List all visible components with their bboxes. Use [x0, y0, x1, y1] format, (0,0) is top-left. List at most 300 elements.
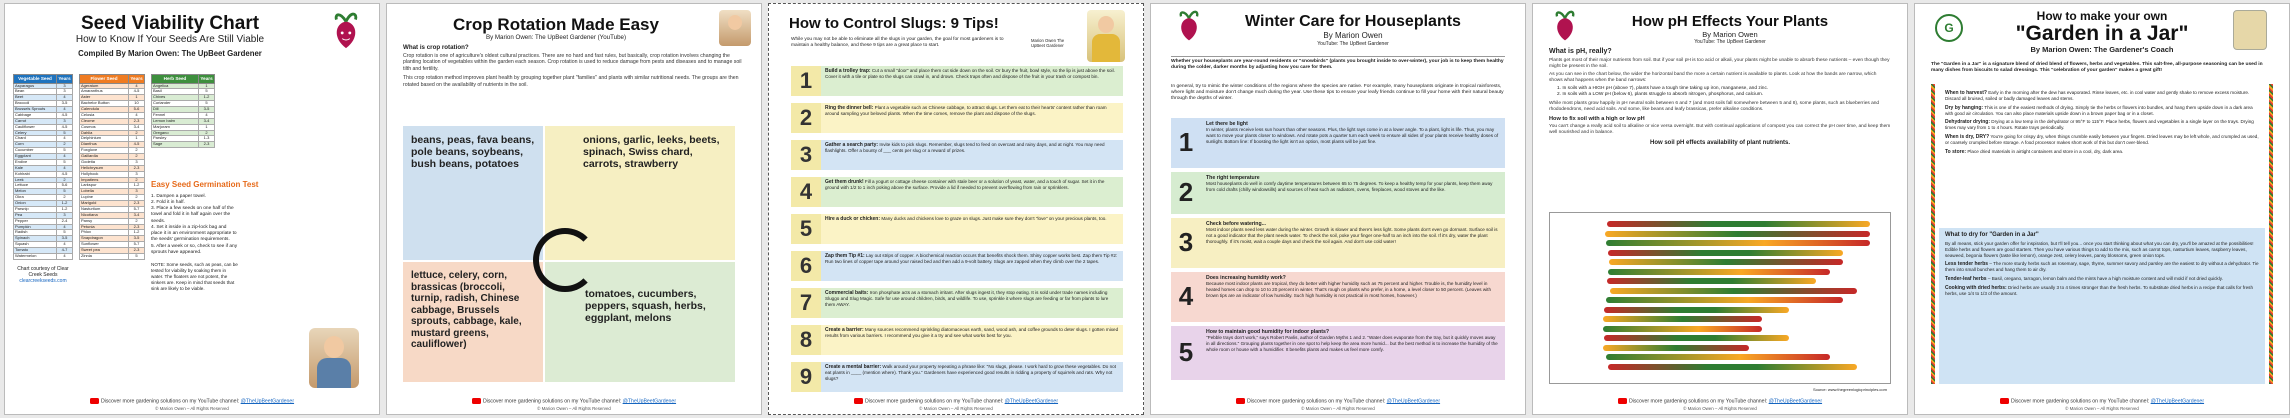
seed-name: Beet — [14, 95, 57, 101]
courtesy-link[interactable]: clearcreekseeds.com — [19, 278, 67, 285]
seed-name: Ageratum — [80, 83, 129, 89]
jar-step — [1945, 134, 2259, 146]
sheet1-subtitle: How to Know If Your Seeds Are Still Viable — [75, 33, 265, 45]
footer-promo: Discover more gardening solutions on my YouTube channel: — [1246, 398, 1386, 405]
ph-nutrient-band — [1604, 335, 1789, 341]
tip-heading: Commercial baits: — [825, 290, 869, 296]
seed-name: Brussels Sprouts — [14, 107, 57, 113]
what-to-dry-item — [1945, 276, 2259, 282]
what-to-dry-item-body: – The more sturdy herbs such as rosemary, sage, thyme, summer savory and parsley are the easiest to dry without a dehydrator. Tie them into small bunches and hang them to air dry. — [1945, 261, 2259, 273]
ph-nutrient-band — [1608, 250, 1843, 256]
ph-p3: While most plants grow happily in pH neutral soils between 6 and 7 (and most soils fall somewhere between 5 and 8), some plants, such as blueberries and rhododendrons, need acid soils. And some, like beans and leafy brassicas, prefer alkaline conditions. — [1549, 101, 1880, 113]
what-to-dry-item-heading: Less tender herbs — [1945, 261, 1989, 268]
footer-promo: Discover more gardening solutions on my YouTube channel: — [2010, 398, 2150, 405]
seed-name: Kohlrabi — [14, 171, 57, 177]
ph-nutrient-band — [1606, 354, 1830, 360]
ph-nutrient-band — [1606, 297, 1843, 303]
seed-years: 5 — [129, 253, 145, 259]
seed-years: 4 — [57, 253, 73, 259]
seed-name: Delphinium — [80, 136, 129, 142]
tip-heading: Create a mental barrier: — [825, 364, 882, 370]
jar-step-body: This is one of the easiest methods of drying. Simply tie the herbs or flowers into bundles, and hang them upside down in a dark area with good air circulation. You can also place materials upside down in a brown paper bag or in a closet. — [1945, 104, 2253, 116]
youtube-icon — [2000, 398, 2009, 404]
seed-name: Nasturtium — [80, 206, 129, 212]
seed-years: 2-3 — [199, 142, 215, 148]
channel-link[interactable]: @TheUpBeetGardener — [1004, 398, 1059, 405]
author-photo — [719, 10, 751, 46]
jar-step — [1945, 105, 2259, 117]
what-to-dry-list — [1945, 261, 2259, 296]
seed-name: Leek — [14, 177, 57, 183]
seed-years: 4 — [57, 242, 73, 248]
jar-step — [1945, 149, 2259, 155]
tip-text — [821, 177, 1123, 207]
tip-heading: Ring the dinner bell: — [825, 105, 874, 111]
seed-years: 5 — [199, 101, 215, 107]
seed-name: Okra — [14, 195, 57, 201]
ph-p2: As you can see in the chart below, the wider the horizontal band the more a certain nutrient is available to plants. Look at how the bands are narrow, which shows what happens when the band narrows: — [1549, 72, 1877, 84]
seed-years: 2-3 — [129, 248, 145, 254]
seed-years: 2 — [129, 130, 145, 136]
seed-years: 4 — [57, 154, 73, 160]
seed-name: Dahlia — [80, 130, 129, 136]
what-to-dry-title: What to dry for "Garden in a Jar" — [1945, 232, 2039, 238]
tip-text — [821, 325, 1123, 355]
sheet6-byline: By Marion Owen: The Gardener's Coach — [2030, 44, 2174, 54]
slug-tip — [791, 66, 1123, 96]
seed-years: 5-7 — [129, 242, 145, 248]
seed-years: 2 — [129, 218, 145, 224]
seed-years: 5-6 — [57, 183, 73, 189]
slug-tip — [791, 362, 1123, 392]
seed-name: Pansy — [80, 218, 129, 224]
youtube-icon — [90, 398, 99, 404]
ph-source: Source: www.thegreenlogicprinciples.com — [1812, 387, 1887, 392]
seed-name: Eggplant — [14, 154, 57, 160]
seed-years: 5 — [57, 148, 73, 154]
sheet4-footer — [1151, 398, 1525, 411]
seed-name: Lemon balm — [152, 118, 199, 124]
jar-steps — [1939, 86, 2265, 226]
crop-rotation-question: What is crop rotation? — [403, 44, 469, 52]
sheet4-p1: In general, try to mimic the winter conditions of the regions where the species are native. For example, many houseplants originate in tropical rainforests, where light and moisture don't change much during the year. Use these tips to ensure your leafy friends continue to fill your home with their natural beauty through the depths of winter. — [1171, 84, 1504, 102]
crop-rotation-p1: Crop rotation is one of agriculture's oldest cultural practices. There are no hard and fast rules, but basically, crop rotation involves changing the planting location of vegetables within the garden each season. Crop rotation is used to reduce damage from pests and diseases and to manage soil tilth and fertility. — [403, 52, 742, 72]
seed-years: 2 — [129, 177, 145, 183]
seed-name: Squash — [14, 242, 57, 248]
seed-years: 2 — [129, 148, 145, 154]
seed-name: Bachelor Button — [80, 101, 129, 107]
seed-name: Impatiens — [80, 177, 129, 183]
footer-copyright: © Marion Owen – All Rights Reserved — [919, 405, 993, 411]
footer-copyright: © Marion Owen – All Rights Reserved — [1301, 405, 1375, 411]
jar-step — [1945, 119, 2259, 131]
seed-years: 2 — [129, 154, 145, 160]
slug-tip — [791, 177, 1123, 207]
seed-name: Sweet pea — [80, 248, 129, 254]
tip-heading: Build a trolley trap: — [825, 68, 871, 74]
seed-name: Basil — [152, 89, 199, 95]
germination-test — [151, 180, 271, 292]
seed-name: Helichrysum — [80, 165, 129, 171]
seed-years: 5-6 — [129, 107, 145, 113]
jar-step — [1945, 90, 2259, 102]
jar-step-heading: To store: — [1945, 148, 1967, 155]
footer-promo: Discover more gardening solutions on my YouTube channel: — [864, 398, 1004, 405]
channel-link[interactable]: @TheUpBeetGardener — [2150, 398, 2205, 405]
youtube-icon — [1236, 398, 1245, 404]
tip-body: Plant a vegetable such as Chinese cabbage, to attract slugs. Let them eat to their hearts' content rather than roam around sampling your beloved plants. When the time comes, remove the plant and dispose of the slugs. — [825, 105, 1107, 116]
sheet5-author: By Marion Owen — [1702, 29, 1758, 39]
jar-step-body: Drying at a low temp in the dehydrator or 95°F to 115°F. Place herbs, flowers and vegetables in a single layer on the trays. Drying times may vary from 1 to 4 hours. Rotate trays periodically. — [1945, 119, 2254, 131]
what-to-dry-item — [1945, 261, 2259, 273]
sheet6-footer — [1915, 398, 2289, 411]
youtube-icon — [1618, 398, 1627, 404]
sheet5-footer — [1533, 398, 1907, 411]
footer-copyright: © Marion Owen – All Rights Reserved — [155, 405, 229, 411]
crop-rotation-p2: This crop rotation method improves plant health by grouping together plant "families" and plants with similar nutritional needs. The groups are then rotated based on the availability of nutrients in the soil. — [403, 75, 739, 88]
houseplant-tip-body: In winter, plants receive less sun hours than other seasons. Plus, the light rays come in at a lower angle. To a plant, light is life. Thus, you may want to move your plants closer to windows. And rotate pots a quarter turn each week to ensure all sides of your plants receive healthy doses of sunlight. Bottom line: If boosting the light isn't an option, most plants will be just fine. — [1206, 127, 1499, 144]
seed-years: 2-3 — [129, 118, 145, 124]
seed-name: Lettuce — [14, 183, 57, 189]
ph-nutrient-band — [1608, 364, 1857, 370]
tip-heading: Create a barrier: — [825, 327, 864, 333]
seed-years: 2 — [199, 130, 215, 136]
germination-step: 5. After a week or so, check to see if any sprouts have appeared. — [151, 243, 238, 255]
tip-number: 2 — [791, 103, 821, 133]
seed-years: 1-2 — [129, 230, 145, 236]
seed-name: Aster — [80, 95, 129, 101]
ph-chart-title: How soil pH effects availability of plant nutrients. — [1649, 139, 1791, 146]
seed-name: Asparagus — [14, 83, 57, 89]
seed-years: 4 — [57, 224, 73, 230]
seed-years: 4 — [57, 95, 73, 101]
sheet3-intro: While you may not be able to eliminate all the slugs in your garden, the goal for most gardeners is to maintain a healthy balance, and these 9 tips are a great place to start. — [791, 37, 1004, 48]
sheet1-title: Seed Viability Chart — [80, 13, 260, 34]
seed-name: Dill — [152, 107, 199, 113]
jar-step-body: Place dried materials in airtight containers and store in a cool, dry, dark area. — [1967, 148, 2124, 154]
seed-years: 5 — [57, 130, 73, 136]
tip-number: 5 — [791, 214, 821, 244]
ph-fix-heading: How to fix soil with a high or low pH — [1549, 116, 1645, 123]
seed-name: Cosmos — [80, 124, 129, 130]
seed-name: Onion — [14, 201, 57, 207]
slug-tip — [791, 325, 1123, 355]
quadrant-legumes: beans, peas, fava beans, pole beans, soybeans, bush beans, potatoes — [403, 126, 543, 260]
seed-years: 5 — [57, 159, 73, 165]
slug-tip — [791, 140, 1123, 170]
sheet3-author: Marion Owen The UpBeet Gardener — [1031, 38, 1065, 49]
seed-row — [152, 142, 215, 148]
quadrant-roots: onions, garlic, leeks, beets, spinach, Swiss chard, carrots, strawberry — [545, 126, 735, 260]
tip-body: Lay out strips of copper. A biochemical reaction occurs that benefits shock them. Shiny copper works best. Zap them Tip #2: Run two lines of copper tape around your raised bed and then add a 9-volt battery. Slugs are zapped when they climb over the 2 tapes. — [825, 253, 1118, 264]
slug-tip — [791, 251, 1123, 281]
tip-heading: Hire a duck or chicken: — [825, 216, 881, 222]
seed-years: 2 — [57, 177, 73, 183]
seed-name: Calendula — [80, 107, 129, 113]
seed-viability-sheet — [4, 3, 380, 415]
seed-name: Celery — [14, 130, 57, 136]
seed-name: Bean — [14, 89, 57, 95]
germination-step: 2. Fold it in half. — [151, 199, 185, 205]
houseplant-tip — [1171, 326, 1505, 380]
sheet5-title: How pH Effects Your Plants — [1631, 13, 1829, 30]
seed-years: 1-2 — [199, 95, 215, 101]
herb-seed-table — [151, 74, 215, 148]
tip-body: Iron phosphate acts as a stomach irritant. After slugs ingest it, they stop eating. It is sold under trade names including Sluggo and Slug Magic. Safe for use around children, birds, and wildlife. To use, sprinkle it where slugs are feeding or far from plants to lure them AWAY. — [825, 290, 1109, 307]
seed-years: 3-5 — [129, 236, 145, 242]
decorative-border — [2269, 84, 2273, 384]
seed-years: 4 — [199, 112, 215, 118]
seed-name: Chard — [14, 136, 57, 142]
germination-steps — [151, 194, 239, 256]
seed-name: Marigold — [80, 201, 129, 207]
seed-years: 4-5 — [57, 124, 73, 130]
seed-years: 2 — [57, 142, 73, 148]
courtesy-text: Chart courtesy of Clear Creek Seeds — [17, 266, 69, 279]
seed-years: 1 — [129, 136, 145, 142]
ph-nutrient-band — [1606, 240, 1870, 246]
seed-years: 4-5 — [129, 142, 145, 148]
flower-years-head: Years — [129, 75, 145, 84]
tip-text — [821, 66, 1123, 96]
seed-name: Fennel — [152, 112, 199, 118]
footer-copyright: © Marion Owen – All Rights Reserved — [2065, 405, 2139, 411]
seed-name: Gaillardia — [80, 154, 129, 160]
houseplant-tip — [1171, 118, 1505, 168]
seed-name: Amaranthus — [80, 89, 129, 95]
chart-courtesy — [13, 266, 73, 284]
houseplant-tip-number: 5 — [1178, 337, 1194, 368]
ph-nutrient-band — [1605, 231, 1870, 237]
youtube-icon — [472, 398, 481, 404]
seed-name: Carrot — [14, 118, 57, 124]
sheet5-byline: YouTube: The UpBeet Gardener — [1694, 38, 1766, 45]
rotation-arrows-icon — [533, 228, 597, 292]
sheet1-footer — [5, 398, 379, 411]
footer-promo: Discover more gardening solutions on my YouTube channel: — [482, 398, 622, 405]
seed-name: Kale — [14, 165, 57, 171]
what-to-dry-box — [1939, 228, 2265, 384]
seed-years: 2-3 — [129, 165, 145, 171]
houseplant-tip-body: "Pebble trays don't work," says Robert Pavlis, author of Garden Myths 1 and 2. "Water does evaporate from the tray, but it quickly moves away in all directions." Grouping plants together in one spot to help keep the area more humid... but the best method is to increase the humidity of the whole room or house with a humidifier. It benefits plants and makes us feel more comfy. — [1206, 335, 1498, 352]
seed-name: Angelica — [152, 83, 199, 89]
houseplant-tip-heading: Check before watering... — [1206, 221, 1266, 227]
houseplant-tip-body: Most indoor plants need less water during the winter. Growth is slower and there's less light. Some plants don't even go dormant. Surface soil is not a good indicator that the plant needs water. To check the soil, poke your finger one-half to an inch into the soil. If it's dry, water the plant thoroughly. If it's moist, wait a couple days and check the soil again. And don't use cold water! — [1206, 227, 1498, 244]
ph-nutrient-chart — [1549, 212, 1891, 384]
houseplant-tip-heading: Does increasing humidity work? — [1206, 275, 1286, 281]
seed-years: 2 — [57, 195, 73, 201]
seed-years: 3-5 — [57, 236, 73, 242]
seed-years: 4 — [129, 83, 145, 89]
tip-text — [821, 362, 1123, 392]
seed-years: 3 — [129, 159, 145, 165]
germination-note: NOTE: Some seeds, such as peas, can be tested for viability by soaking them in water. The floaters are not potent, the sinkers are. Keep in mind that seeds that sink are likely to be viable. — [151, 262, 238, 291]
ph-nutrient-band — [1604, 307, 1789, 313]
seed-name: Sage — [152, 142, 199, 148]
seed-years: 1-3 — [199, 136, 215, 142]
houseplant-winter-sheet — [1150, 3, 1526, 415]
seed-years: 4-5 — [129, 89, 145, 95]
houseplant-tip — [1171, 272, 1505, 322]
sheet4-byline: YouTube: The UpBeet Gardener — [1317, 40, 1389, 47]
seed-name: Cauliflower — [14, 124, 57, 130]
seed-years: 4 — [57, 136, 73, 142]
slug-tips-sheet — [768, 3, 1144, 415]
seed-name: Pea — [14, 212, 57, 218]
flower-col-head: Flower Seed — [80, 75, 129, 84]
footer-copyright: © Marion Owen – All Rights Reserved — [1683, 405, 1757, 411]
seed-name: Chives — [152, 95, 199, 101]
tip-number: 8 — [791, 325, 821, 355]
footer-promo: Discover more gardening solutions on my YouTube channel: — [1628, 398, 1768, 405]
seed-name: Oregano — [152, 130, 199, 136]
ph-p1: Plants get most of their major nutrients from soil. But if your soil pH is too acid or alkali, your plants might be unable to absorb these nutrients – even though they might be present in the soil. — [1549, 57, 1890, 69]
ph-question: What is pH, really? — [1549, 47, 1612, 55]
herb-col-head: Herb Seed — [152, 75, 199, 84]
seed-name: Lupine — [80, 195, 129, 201]
ph-list-item: 1. In soils with a HIGH pH (above 7), plants have a tough time taking up iron, manganese, and zinc. — [1557, 86, 1769, 92]
seed-row — [14, 253, 73, 259]
seed-name: Parsley — [152, 136, 199, 142]
houseplant-tip-heading: The right temperature — [1206, 175, 1260, 181]
tip-number: 4 — [791, 177, 821, 207]
seed-name: Coriander — [152, 101, 199, 107]
seed-name: Sunflower — [80, 242, 129, 248]
jar-step-heading: When is dry, DRY? — [1945, 134, 1990, 141]
seed-years: 10 — [129, 101, 145, 107]
what-to-dry-item-body: – Basil, oregano, tarragon, lemon balm and the mints have a high moisture content and will mold if not dried quickly. — [1987, 275, 2223, 281]
tip-heading: Get them drunk! — [825, 179, 864, 185]
germination-step: 3. Place a few seeds on one half of the towel and fold it in half again over the seeds. — [151, 206, 234, 224]
seed-years: 3-4 — [199, 118, 215, 124]
seed-name: Pumpkin — [14, 224, 57, 230]
seed-years: 2-3 — [129, 224, 145, 230]
veg-years-head: Years — [57, 75, 73, 84]
seed-years: 4-5 — [57, 112, 73, 118]
houseplant-tip-body: Because most indoor plants are tropical, they do better with higher humidity such as 75 percent and higher. Trouble is, the humidity level in heated homes can drop to 10 to 20 percent in winter. That's rough on plants who prefer, in a home, a level closer to 50 percent. (Leaves with brown tips are an indicator of low humidity. Such high humidity is not practical in most homes, however.) — [1206, 281, 1492, 298]
seed-years: 5-7 — [129, 206, 145, 212]
what-to-dry-item-heading: Tender-leaf herbs — [1945, 275, 1987, 282]
beet-logo-icon — [1549, 8, 1581, 44]
germination-step: 4. Set it inside in a zip-lock bag and place it in an environment appropriate to the seeds' germination requirements. — [151, 224, 237, 243]
footer-copyright: © Marion Owen – All Rights Reserved — [537, 405, 611, 411]
jar-step-body: You're going for crispy dry, when things crumble easily between your fingers. Dried leaves may be left whole, and crumpled as used, or coarsely crumpled before storage. A food processor makes short work of this but don't over-blend. — [1945, 134, 2259, 146]
tip-heading: Gather a search party: — [825, 142, 879, 148]
quadrant-fruits: tomatoes, cucumbers, peppers, squash, herbs, eggplant, melons — [545, 262, 735, 382]
sheet2-byline: By Marion Owen: The UpBeet Gardener (YouTube) — [485, 33, 627, 41]
houseplant-tip-text — [1201, 172, 1505, 214]
houseplant-tip-text — [1201, 272, 1505, 322]
houseplant-tip-text — [1201, 118, 1505, 168]
ph-nutrient-band — [1608, 269, 1830, 275]
seed-years: 4 — [129, 112, 145, 118]
tip-text — [821, 103, 1123, 133]
what-to-dry-item-body: Dried herbs are usually 3 to 4 times stronger than the fresh herbs. To substitute dried herbs in a recipe that calls for fresh herbs, use 1/4 to 1/3 of the amount. — [1945, 284, 2253, 296]
seed-name: Phlox — [80, 230, 129, 236]
houseplant-tip-number: 1 — [1178, 127, 1194, 158]
houseplant-tip-body: Most houseplants do well in comfy daytime temperatures between 65 to 75 degrees. To keep a healthy temp for your plants, keep them away from cold drafts (chilly windowsills) and sources of heat such as radiators, ovens, fireplaces, wood stoves and the like. — [1206, 181, 1493, 192]
seed-name: Snapdragon — [80, 236, 129, 242]
tip-text — [821, 288, 1123, 318]
ph-nutrient-band — [1607, 221, 1870, 227]
seed-years: 1-2 — [57, 201, 73, 207]
sheet6-intro: The "Garden in a Jar" is a signature blend of dried blend of flowers, herbs and vegetables. This salt-free, all-purpose seasoning can be used in many dishes from biscuits to salad dressings. This "celebration of your garden" makes a great gift! — [1931, 62, 2263, 74]
channel-link[interactable]: @TheUpBeetGardener — [622, 398, 677, 405]
tip-body: Invite kids to pick slugs. Remember, slugs tend to feed on overcast and rainy days, and at night. You may need flashlights. Offer a bounty of ___ cents per slug or a reward of prizes. — [825, 142, 1105, 153]
seed-years: 2 — [129, 195, 145, 201]
seed-name: Pepper — [14, 218, 57, 224]
ph-nutrient-band — [1607, 278, 1816, 284]
tip-number: 6 — [791, 251, 821, 281]
jar-step-heading: When to harvest? — [1945, 90, 1987, 96]
quadrant-leaves: lettuce, celery, corn, brassicas (broccoli, turnip, radish, Chinese cabbage, Brussels sprouts, cabbage, kale, mustard greens, cauliflower) — [403, 262, 543, 382]
sheet6-title-top: How to make your own — [2036, 9, 2168, 23]
sheet3-title: How to Control Slugs: 9 Tips! — [789, 15, 999, 32]
seed-years: 3 — [129, 171, 145, 177]
tip-body: Fill a yogurt or cottage cheese container with stale beer or a solution of yeast, water, and a touch of sugar. Set it in the ground with 1/2 to 1 inch poking above the surface. Provide a lid if needed to prevent overflowing from rain or sprinklers. — [825, 179, 1105, 190]
seed-name: Petunia — [80, 224, 129, 230]
channel-link[interactable]: @TheUpBeetGardener — [1386, 398, 1441, 405]
channel-link[interactable]: @TheUpBeetGardener — [240, 398, 295, 405]
seed-name: Broccoli — [14, 101, 57, 107]
tip-number: 3 — [791, 140, 821, 170]
sheet2-footer — [387, 398, 761, 411]
ph-nutrient-band — [1603, 326, 1762, 332]
seed-years: 1 — [129, 95, 145, 101]
tip-body: Walk around your property repeating a phrase like: "No slugs, please. I work hard to grow these vegetables. Do not eat plants in ____ (mention where). Thank you." Gardeners have experienced good results in ridding a property of squirrels and rats. Why not slugs? — [825, 364, 1116, 381]
decorative-border — [1931, 84, 1935, 384]
seed-years: 3-4 — [129, 124, 145, 130]
footer-promo: Discover more gardening solutions on my YouTube channel: — [100, 398, 240, 405]
channel-link[interactable]: @TheUpBeetGardener — [1768, 398, 1823, 405]
seed-years: 1-2 — [129, 183, 145, 189]
seed-name: Endive — [14, 159, 57, 165]
seed-years: 4 — [57, 107, 73, 113]
houseplant-tip-text — [1201, 218, 1505, 268]
seed-name: Celosia — [80, 112, 129, 118]
jar-step-heading: Dehydrator drying: — [1945, 119, 1991, 126]
seed-years: 4-7 — [57, 248, 73, 254]
seed-name: Hollyhock — [80, 171, 129, 177]
sheet4-intro: Whether your houseplants are year-round residents or "snowbirds" (plants you brought inside to over-winter), your job is to keep them healthy during the colder, darker months by adjusting how you care for them. — [1171, 56, 1505, 71]
seed-years: 3 — [129, 189, 145, 195]
seed-name: Watermelon — [14, 253, 57, 259]
seed-years: 4-5 — [57, 171, 73, 177]
seed-years: 2-3 — [129, 201, 145, 207]
seed-years: 3 — [57, 83, 73, 89]
houseplant-tip-text — [1201, 326, 1505, 380]
seed-years: 5 — [199, 89, 215, 95]
seed-name: Cleome — [80, 118, 129, 124]
tip-text — [821, 251, 1123, 281]
tip-number: 7 — [791, 288, 821, 318]
flower-seed-table — [79, 74, 145, 260]
jar-step-body: Early in the morning after the dew has evaporated. Rinse leaves, etc. in cool water and gently shake to remove excess moisture. Discard all bruised, soiled or badly damaged leaves and stems. — [1945, 90, 2250, 102]
tip-text — [821, 214, 1123, 244]
ph-nutrient-band — [1609, 259, 1843, 265]
gardeners-coach-logo-icon: G — [1935, 14, 1963, 42]
seed-name: Melon — [14, 189, 57, 195]
seed-name: Larkspur — [80, 183, 129, 189]
tip-body: Many ducks and chickens love to graze on slugs. Just make sure they don't "love" on your precious plants, too. — [881, 216, 1107, 221]
ph-list-item: 2. In soils with a LOW pH (below 6), plants struggle to absorb nitrogen, phosphorus, and calcium. — [1557, 92, 1764, 98]
slug-tip — [791, 103, 1123, 133]
what-to-dry-item-heading: Cooking with dried herbs: — [1945, 284, 2007, 291]
seed-years: 5 — [57, 189, 73, 195]
seed-name: Spinach — [14, 236, 57, 242]
sheet4-author: By Marion Owen — [1323, 30, 1383, 40]
youtube-icon — [854, 398, 863, 404]
